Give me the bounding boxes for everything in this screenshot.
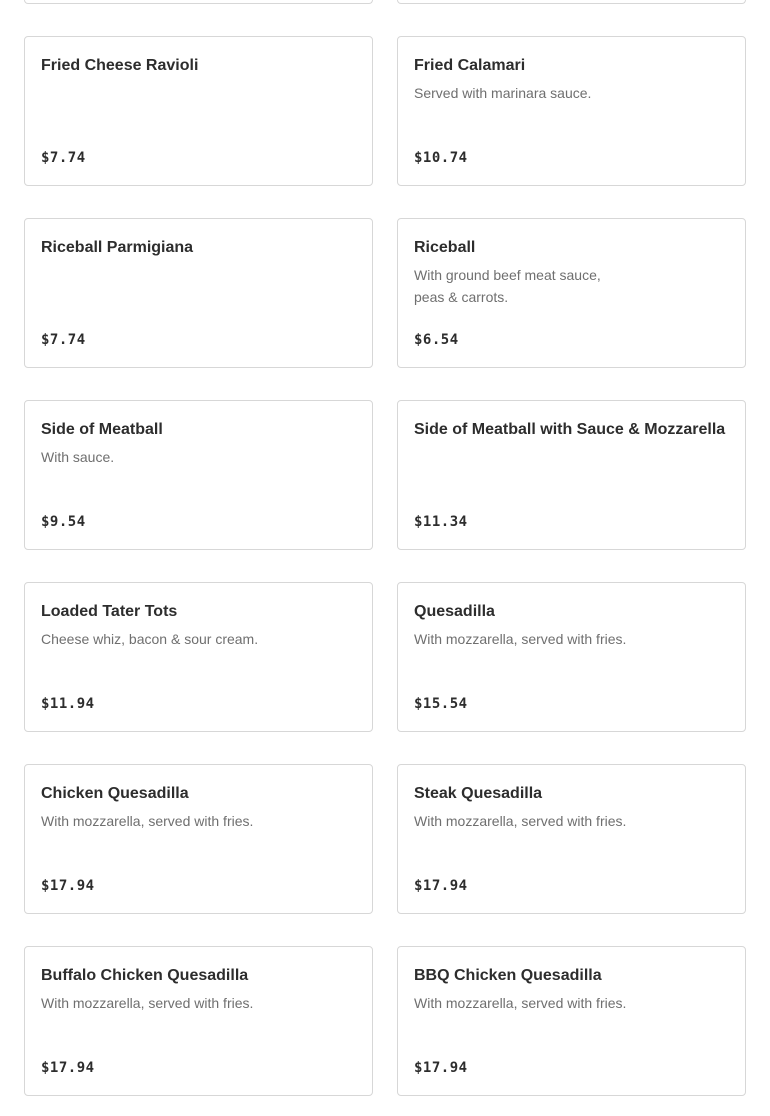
menu-item-name: Loaded Tater Tots: [41, 603, 178, 620]
menu-item-price: $17.94: [414, 878, 468, 894]
menu-item-price: $17.94: [414, 1060, 468, 1076]
menu-item-name: Quesadilla: [414, 603, 495, 620]
menu-item-card[interactable]: [24, 582, 373, 732]
menu-item-description: With mozzarella, served with fries.: [41, 995, 254, 1011]
menu-item-card[interactable]: [397, 218, 746, 368]
menu-item-card[interactable]: [397, 946, 746, 1096]
menu-item-name: Side of Meatball with Sauce & Mozzarella: [414, 421, 726, 438]
menu-item-card-partial[interactable]: [24, 0, 373, 4]
menu-item-description: With mozzarella, served with fries.: [414, 995, 627, 1011]
menu-item-card[interactable]: [24, 946, 373, 1096]
menu-item-price: $9.54: [41, 514, 86, 530]
menu-item-price: $7.74: [41, 332, 86, 348]
menu-item-name: Buffalo Chicken Quesadilla: [41, 967, 249, 984]
menu-item-price: $11.94: [41, 696, 95, 712]
menu-item-card[interactable]: [397, 36, 746, 186]
menu-item-card[interactable]: [24, 218, 373, 368]
menu-item-price: $11.34: [414, 514, 468, 530]
menu-item-price: $10.74: [414, 150, 468, 166]
menu-item-description: With mozzarella, served with fries.: [414, 631, 627, 647]
menu-item-card[interactable]: [397, 400, 746, 550]
menu-item-description: Cheese whiz, bacon & sour cream.: [41, 631, 259, 647]
menu-item-name: Chicken Quesadilla: [41, 785, 189, 802]
menu-item-description: Served with marinara sauce.: [414, 85, 592, 101]
menu-item-name: Riceball: [414, 239, 476, 256]
menu-item-price: $6.54: [414, 332, 459, 348]
menu-item-description: With sauce.: [41, 449, 115, 465]
menu-item-card-partial[interactable]: [397, 0, 746, 4]
menu-item-price: $17.94: [41, 1060, 95, 1076]
menu-item-card[interactable]: [24, 400, 373, 550]
menu-item-card[interactable]: [24, 36, 373, 186]
menu-item-description: With mozzarella, served with fries.: [41, 813, 254, 829]
menu-item-card[interactable]: [397, 764, 746, 914]
menu-item-price: $7.74: [41, 150, 86, 166]
menu-item-name: Fried Calamari: [414, 57, 526, 74]
menu-item-description: With mozzarella, served with fries.: [414, 813, 627, 829]
menu-item-description: With ground beef meat sauce, peas & carrots.: [414, 267, 601, 305]
menu-item-card[interactable]: [397, 582, 746, 732]
menu-item-name: Side of Meatball: [41, 421, 163, 438]
menu-item-name: Riceball Parmigiana: [41, 239, 194, 256]
menu-item-card[interactable]: [24, 764, 373, 914]
menu-item-name: Steak Quesadilla: [414, 785, 543, 802]
menu-item-price: $17.94: [41, 878, 95, 894]
menu-item-name: Fried Cheese Ravioli: [41, 57, 199, 74]
menu-item-name: BBQ Chicken Quesadilla: [414, 967, 602, 984]
menu-item-price: $15.54: [414, 696, 468, 712]
